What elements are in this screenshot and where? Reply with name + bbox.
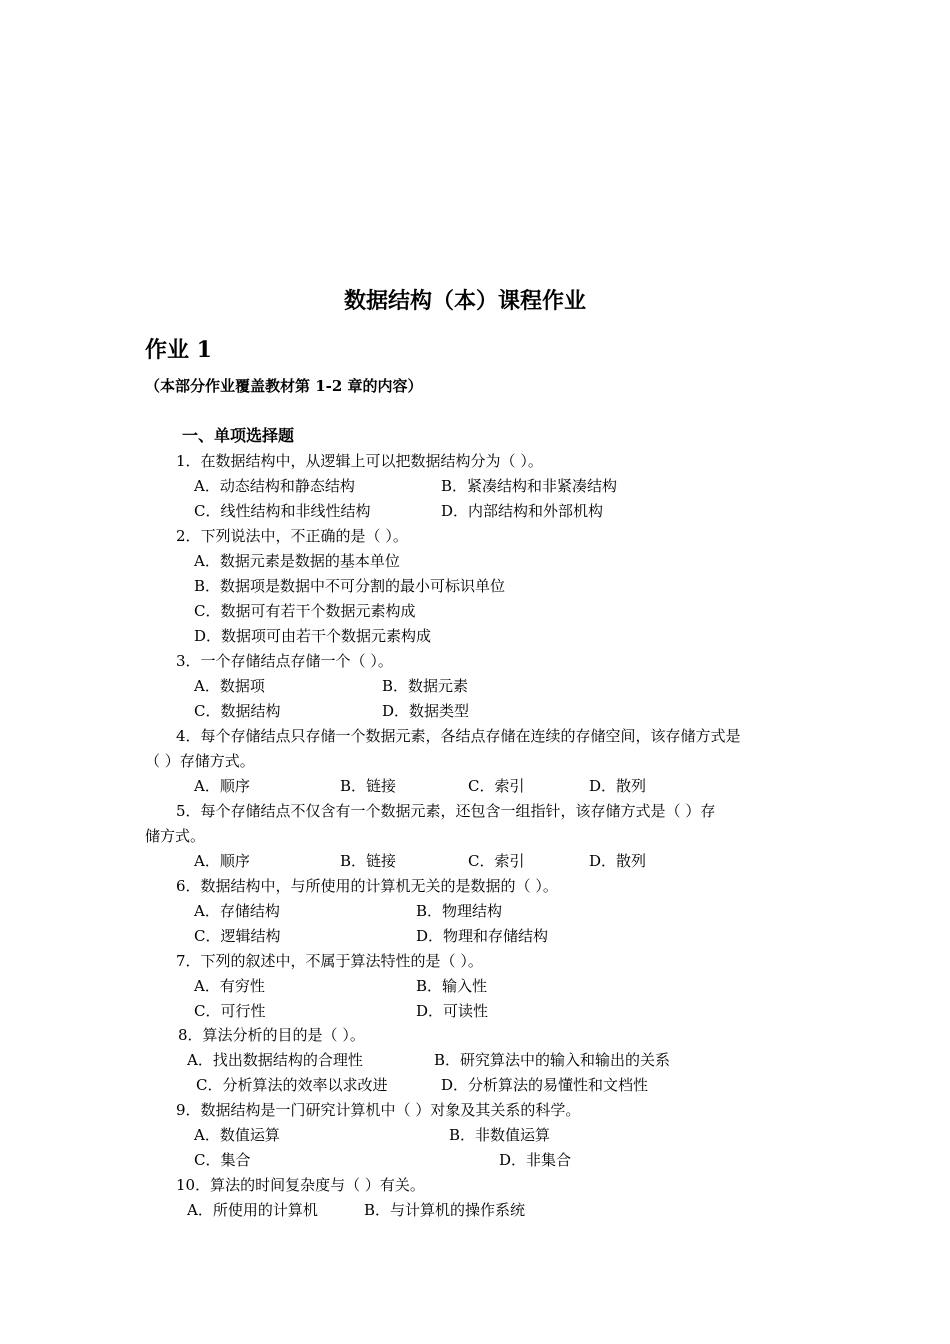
question-stem: 4．每个存储结点只存储一个数据元素，各结点存储在连续的存储空间，该存储方式是: [176, 727, 741, 745]
option: C．数据可有若干个数据元素构成: [194, 602, 416, 620]
question-stem: 5．每个存储结点不仅含有一个数据元素，还包含一组指针，该存储方式是（ ）存: [176, 802, 716, 820]
option: B．链接: [340, 777, 397, 795]
option: D．可读性: [416, 1002, 489, 1020]
option: C．数据结构: [194, 702, 281, 720]
question-stem: 10．算法的时间复杂度与（ ）有关。: [176, 1176, 425, 1194]
option: C．线性结构和非线性结构: [194, 502, 371, 520]
option: D．散列: [589, 777, 647, 795]
homework-title: 作业 1: [145, 337, 212, 363]
option: B．链接: [340, 852, 397, 870]
option: D．物理和存储结构: [416, 927, 549, 945]
scope-note: （本部分作业覆盖教材第 1-2 章的内容）: [145, 377, 423, 395]
option: C．分析算法的效率以求改进: [196, 1076, 388, 1094]
question-stem: 6．数据结构中，与所使用的计算机无关的是数据的（ ）。: [176, 877, 558, 895]
option: D．数据项可由若干个数据元素构成: [194, 627, 432, 645]
option: B．紧凑结构和非紧凑结构: [441, 477, 618, 495]
option: D．非集合: [499, 1151, 572, 1169]
option: A．顺序: [194, 777, 250, 795]
option: C．集合: [194, 1151, 251, 1169]
question-stem-continued: （ ）存储方式。: [145, 752, 255, 770]
option: B．与计算机的操作系统: [364, 1201, 526, 1219]
option: A．找出数据结构的合理性: [187, 1051, 363, 1069]
option: C．索引: [468, 852, 525, 870]
document-title: 数据结构（本）课程作业: [344, 288, 587, 314]
question-stem: 9．数据结构是一门研究计算机中（ ）对象及其关系的科学。: [176, 1101, 581, 1119]
option: B．非数值运算: [449, 1126, 551, 1144]
option: D．分析算法的易懂性和文档性: [441, 1076, 649, 1094]
question-stem-continued: 储方式。: [145, 827, 206, 845]
option: C．索引: [468, 777, 525, 795]
option: A．数据元素是数据的基本单位: [194, 552, 400, 570]
question-stem: 7．下列的叙述中，不属于算法特性的是（ ）。: [176, 952, 483, 970]
option: B．数据元素: [382, 677, 469, 695]
option: D．数据类型: [382, 702, 470, 720]
option: A．动态结构和静态结构: [194, 477, 355, 495]
option: A．顺序: [194, 852, 250, 870]
option: A．所使用的计算机: [187, 1201, 318, 1219]
section-heading: 一、单项选择题: [182, 426, 295, 445]
option: A．有穷性: [194, 977, 265, 995]
option: D．内部结构和外部机构: [441, 502, 604, 520]
option: B．研究算法中的输入和输出的关系: [434, 1051, 671, 1069]
question-stem: 1．在数据结构中，从逻辑上可以把数据结构分为（ ）。: [176, 452, 543, 470]
option: A．数据项: [194, 677, 265, 695]
option: A．存储结构: [194, 902, 280, 920]
option: B．输入性: [416, 977, 488, 995]
option: C．可行性: [194, 1002, 266, 1020]
option: B．物理结构: [416, 902, 503, 920]
question-stem: 2．下列说法中，不正确的是（ ）。: [176, 527, 408, 545]
question-stem: 3．一个存储结点存储一个（ ）。: [176, 652, 393, 670]
option: B．数据项是数据中不可分割的最小可标识单位: [194, 577, 506, 595]
option: D．散列: [589, 852, 647, 870]
option: A．数值运算: [194, 1126, 280, 1144]
question-stem: 8．算法分析的目的是（ ）。: [178, 1026, 365, 1044]
option: C．逻辑结构: [194, 927, 281, 945]
